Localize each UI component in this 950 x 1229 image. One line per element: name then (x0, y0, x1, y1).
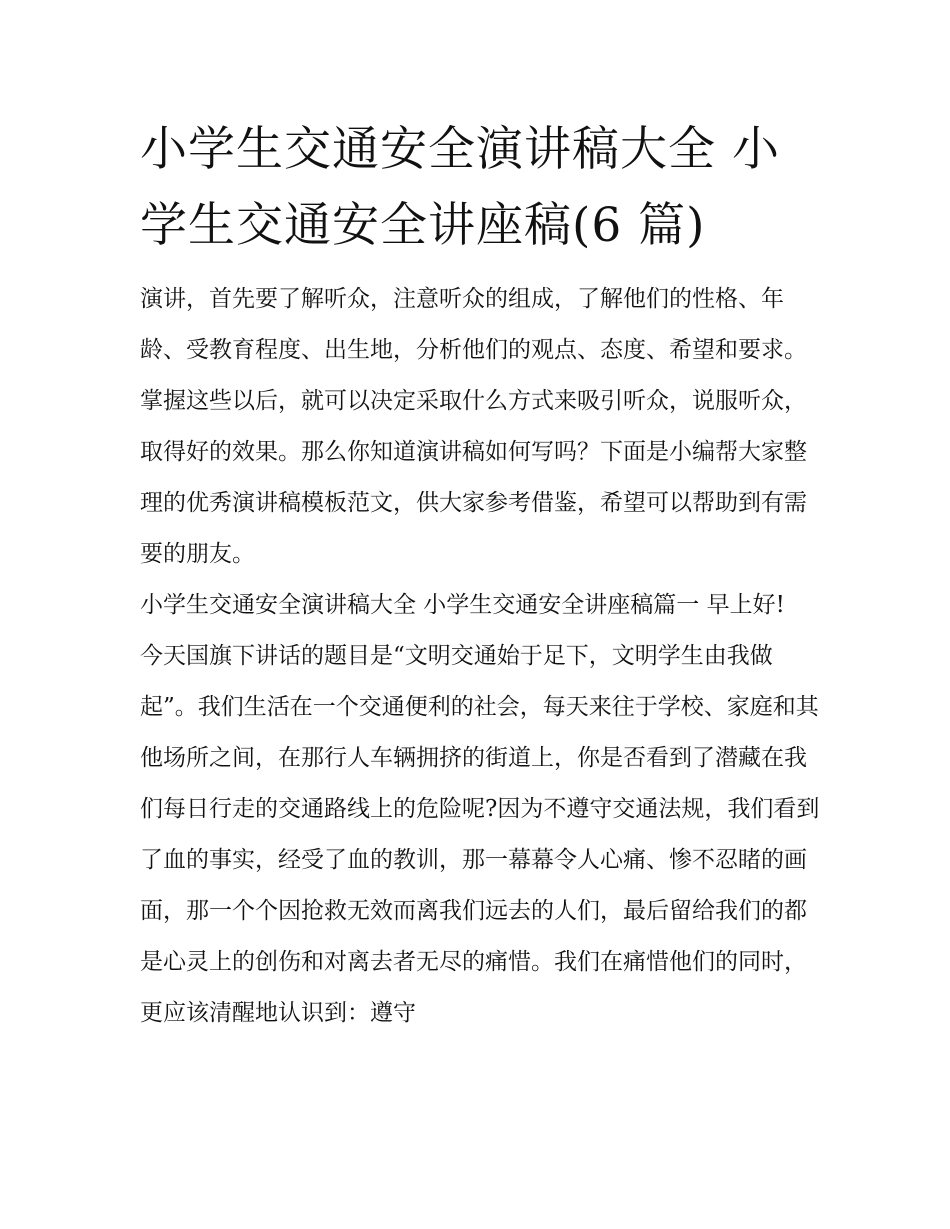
document-title: 小学生交通安全演讲稿大全 小学生交通安全讲座稿(6 篇) (140, 122, 780, 253)
section-heading: 小学生交通安全演讲稿大全 小学生交通安全讲座稿篇一 早上好! (140, 592, 785, 618)
document-content (140, 112, 820, 1039)
intro-paragraph: 演讲，首先要了解听众，注意听众的组成，了解他们的性格、年龄、受教育程度、出生地，分析他们的观点、态度、希望和要求。掌握这些以后，就可以决定采取什么方式来吸引听众，说服听众，取得好的效果。那么你知道演讲稿如何写吗？下面是小编帮大家整理的优秀演讲稿模板范文，供大家参考借鉴，希望可以帮助到有需要的朋友。 (140, 286, 807, 567)
body-paragraph: 今天国旗下讲话的题目是“文明交通始于足下，文明学生由我做起”。我们生活在一个交通便利的社会，每天来往于学校、家庭和其他场所之间，在那行人车辆拥挤的街道上，你是否看到了潜藏在我们每日行走的交通路线上的危险呢?因为不遵守交通法规，我们看到了血的事实，经受了血的教训，那一幕幕令人心痛、惨不忍睹的画面，那一个个因抢救无效而离我们远去的人们，最后留给我们的都是心灵上的创伤和对离去者无尽的痛惜。我们在痛惜他们的同时，更应该清醒地认识到：遵守 (140, 643, 820, 1026)
